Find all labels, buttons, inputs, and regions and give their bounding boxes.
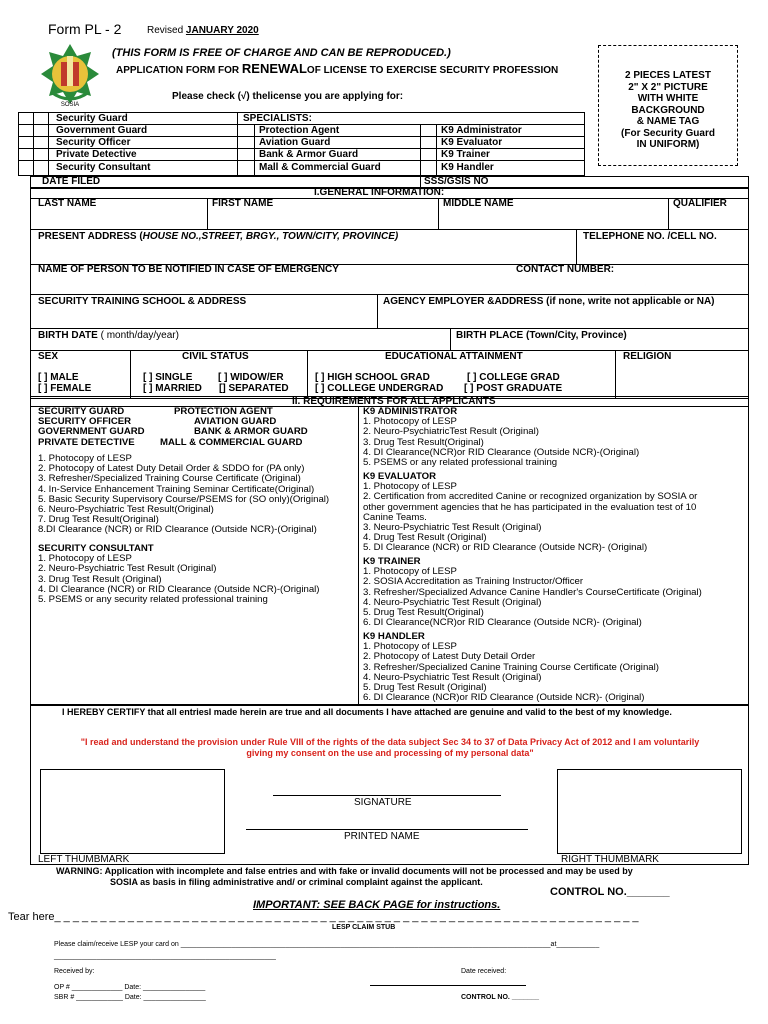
emergency-contact-field[interactable]: NAME OF PERSON TO BE NOTIFIED IN CASE OF EMERGENCY	[38, 264, 339, 275]
guard-requirements-list: 1. Photocopy of LESP 2. Photocopy of Latest Duty Detail Order & SDDO for (PA only) 3. Refresher/Specialized Training Course Certificate (Original) 4. In-Service Enhancement Training Seminar Certificate(Original) 5. Basic Security Supervisory Course/PSEMS for (SO only)(Original) 6. Neuro-Psychiatric Test Result(Original) 7. Drug Test Result(Original) 8.DI Clearance (NCR) or RID Clearance (Outside NCR)-(Original)	[38, 453, 330, 536]
claim-stub-title: LESP CLAIM STUB	[332, 924, 396, 931]
license-private-detective[interactable]: Private Detective	[56, 149, 137, 160]
certification-text: I HEREBY CERTIFY that all entriesI made herein are true and all documents I have attached are genuine and valid to the best of my knowledge.	[62, 707, 672, 717]
telephone-field[interactable]: TELEPHONE NO. /CELL NO.	[583, 231, 717, 242]
sosia-logo-icon	[37, 42, 103, 110]
check-instruction: Please check (√) thelicense you are applying for:	[172, 91, 404, 102]
license-security-guard[interactable]: Security Guard	[56, 113, 128, 124]
svg-text:SOSIA: SOSIA	[60, 102, 80, 108]
license-protection-agent[interactable]: Protection Agent	[259, 125, 340, 136]
license-bank-armor-guard[interactable]: Bank & Armor Guard	[259, 149, 359, 160]
claim-date-line[interactable]: Please claim/receive LESP your card on _______________________________________________________________________________________________at___________	[54, 941, 600, 948]
civil-status-label: CIVIL STATUS	[182, 351, 249, 362]
consultant-requirements-list: SECURITY CONSULTANT 1. Photocopy of LESP 2. Neuro-Psychiatric Test Result (Original) 3. Drug Test Result (Original) 4. DI Clearance (NCR) or RID Clearance (Outside NCR)-(Original) 5. PSEMS or any security related professional training	[38, 543, 320, 606]
op-number-line[interactable]: OP # _____________ Date: ________________	[54, 984, 206, 991]
civil-separated-checkbox[interactable]: [] SEPARATED	[219, 383, 289, 394]
k9-trainer-requirements-list: K9 TRAINER 1. Photocopy of LESP 2. SOSIA Accreditation as Training Instructor/Officer 3. Refresher/Specialized Advance Canine Handler's CourseCertificate (Original) 4. Neuro-Psychiatric Test Result (Original) 5. Drug Test Result(Original) 6. DI Clearance(NCR)or RID Clearance (Outside NCR)- (Original)	[363, 556, 702, 629]
k9-admin-requirements-list: K9 ADMINISTRATOR 1. Photocopy of LESP 2. Neuro-PsychiatricTest Result (Original) 3. Drug Test Result(Original) 4. DI Clearance(NCR)or RID Clearance (Outside NCR)-(Original) 5. PSEMS or any related professional training	[363, 406, 640, 469]
left-requirements-heads: SECURITY GUARD PROTECTION AGENT SECURITY OFFICER AVIATION GUARD GOVERNMENT GUARD BANK & ARMOR GUARD PRIVATE DETECTIVE MALL & COMMERCIAL GUARD	[38, 406, 308, 448]
warning-text: WARNING: Application with incomplete and false entries and with fake or invalid documents will not be processed and may be used by SOSIA as basis in filing administrative and/ or criminal complaint against the applicant.	[56, 866, 633, 887]
sex-male-checkbox[interactable]: [ ] MALE	[38, 372, 79, 383]
sex-female-checkbox[interactable]: [ ] FEMALE	[38, 383, 92, 394]
license-aviation-guard[interactable]: Aviation Guard	[259, 137, 331, 148]
license-security-officer[interactable]: Security Officer	[56, 137, 131, 148]
birth-place-field[interactable]: BIRTH PLACE (Town/City, Province)	[456, 330, 627, 341]
license-k9-handler[interactable]: K9 Handler	[441, 162, 494, 173]
edu-college-grad-checkbox[interactable]: [ ] COLLEGE GRAD	[467, 372, 560, 383]
religion-label: RELIGION	[623, 351, 672, 362]
last-name-field[interactable]: LAST NAME	[38, 198, 97, 209]
k9-handler-requirements-list: K9 HANDLER 1. Photocopy of LESP 2. Photocopy of Latest Duty Detail Order 3. Refresher/Specialized Canine Training Course Certificate (Original) 4. Neuro-Psychiatric Test Result (Original) 5. Drug Test Result (Original) 6. DI Clearance (NCR)or RID Clearance (Outside NCR)- (Original)	[363, 631, 659, 704]
application-title: APPLICATION FORM FOR RENEWALOF LICENSE TO EXERCISE SECURITY PROFESSION	[116, 61, 559, 76]
date-filed-label: DATE FILED	[42, 176, 101, 187]
civil-widow-checkbox[interactable]: [ ] WIDOW/ER	[218, 372, 284, 383]
revised-label: Revised JANUARY 2020	[147, 25, 259, 36]
left-thumbmark-label: LEFT THUMBMARK	[38, 854, 130, 865]
right-thumbmark-box[interactable]	[557, 769, 742, 854]
license-government-guard[interactable]: Government Guard	[56, 125, 148, 136]
license-security-consultant[interactable]: Security Consultant	[56, 162, 151, 173]
stub-control-number[interactable]: CONTROL NO. _______	[461, 994, 540, 1001]
left-thumbmark-box[interactable]	[40, 769, 225, 854]
agency-employer-field[interactable]: AGENCY EMPLOYER &ADDRESS (if none, write not applicable or NA)	[383, 296, 715, 307]
photo-instructions: 2 PIECES LATEST 2" X 2" PICTURE WITH WHITE BACKGROUND & NAME TAG (For Security Guard IN UNIFORM)	[621, 70, 715, 150]
present-address-field[interactable]: PRESENT ADDRESS (HOUSE NO.,STREET, BRGY., TOWN/CITY, PROVINCE)	[38, 231, 399, 242]
printed-name-label: PRINTED NAME	[344, 831, 420, 842]
privacy-consent: "I read and understand the provision under Rule VIII of the rights of the data subject Sec 34 to 37 of Data Privacy Act of 2012 and I am voluntarily giving my consent on the use and processing of my personal data"	[80, 737, 700, 758]
general-info-title: I.GENERAL INFORMATION:	[314, 187, 445, 198]
date-received-label: Date received:	[461, 968, 507, 975]
form-number: Form PL - 2	[48, 21, 122, 37]
sex-label: SEX	[38, 351, 59, 362]
edu-post-grad-checkbox[interactable]: [ ] POST GRADUATE	[464, 383, 563, 394]
signature-label: SIGNATURE	[354, 797, 412, 808]
tear-here-line: Tear here_ _ _ _ _ _ _ _ _ _ _ _ _ _ _ _ _ _ _ _ _ _ _ _ _ _ _ _ _ _ _ _ _ _ _ _ _ _ _ _ _ _ _ _ _ _ _ _ _ _ _ _ _ _ _ _ _ _ _ _ _ _ _ _	[8, 911, 639, 923]
control-number[interactable]: CONTROL NO._______	[550, 886, 670, 898]
requirements-title: II. REQUIREMENTS FOR ALL APPLICANTS	[292, 396, 496, 407]
claim-location-line[interactable]: _________________________________________________________	[54, 953, 276, 960]
license-mall-commercial-guard[interactable]: Mall & Commercial Guard	[259, 162, 381, 173]
edu-hs-grad-checkbox[interactable]: [ ] HIGH SCHOOL GRAD	[315, 372, 430, 383]
k9-evaluator-requirements-list: K9 EVALUATOR 1. Photocopy of LESP 2. Certification from accredited Canine or recognized organization by SOSIA or other government agencies that he has participated in the evaluation test of 10 Canine Teams. 3. Neuro-Psychiatric Test Result (Original) 4. Drug Test Result (Original) 5. DI Clearance (NCR) or RID Clearance (Outside NCR)- (Original)	[363, 471, 698, 554]
civil-married-checkbox[interactable]: [ ] MARRIED	[143, 383, 202, 394]
sss-gsis-label: SSS/GSIS NO	[424, 176, 489, 187]
education-label: EDUCATIONAL ATTAINMENT	[385, 351, 523, 362]
qualifier-field[interactable]: QUALIFIER	[673, 198, 727, 209]
sbr-number-line[interactable]: SBR # ____________ Date: ________________	[54, 994, 206, 1001]
photo-box	[598, 45, 738, 166]
right-thumbmark-label: RIGHT THUMBMARK	[561, 854, 659, 865]
civil-single-checkbox[interactable]: [ ] SINGLE	[143, 372, 193, 383]
received-by-label: Received by:	[54, 968, 95, 975]
middle-name-field[interactable]: MIDDLE NAME	[443, 198, 514, 209]
license-k9-administrator[interactable]: K9 Administrator	[441, 125, 522, 136]
license-k9-trainer[interactable]: K9 Trainer	[441, 149, 490, 160]
license-k9-evaluator[interactable]: K9 Evaluator	[441, 137, 503, 148]
training-school-field[interactable]: SECURITY TRAINING SCHOOL & ADDRESS	[38, 296, 247, 307]
first-name-field[interactable]: FIRST NAME	[212, 198, 274, 209]
free-notice: (THIS FORM IS FREE OF CHARGE AND CAN BE REPRODUCED.)	[112, 47, 451, 59]
important-notice: IMPORTANT: SEE BACK PAGE for instructions.	[253, 899, 501, 911]
specialists-title: SPECIALISTS:	[243, 113, 312, 124]
birth-date-field[interactable]: BIRTH DATE ( month/day/year)	[38, 330, 179, 341]
edu-college-undergrad-checkbox[interactable]: [ ] COLLEGE UNDERGRAD	[315, 383, 444, 394]
contact-number-field[interactable]: CONTACT NUMBER:	[516, 264, 615, 275]
